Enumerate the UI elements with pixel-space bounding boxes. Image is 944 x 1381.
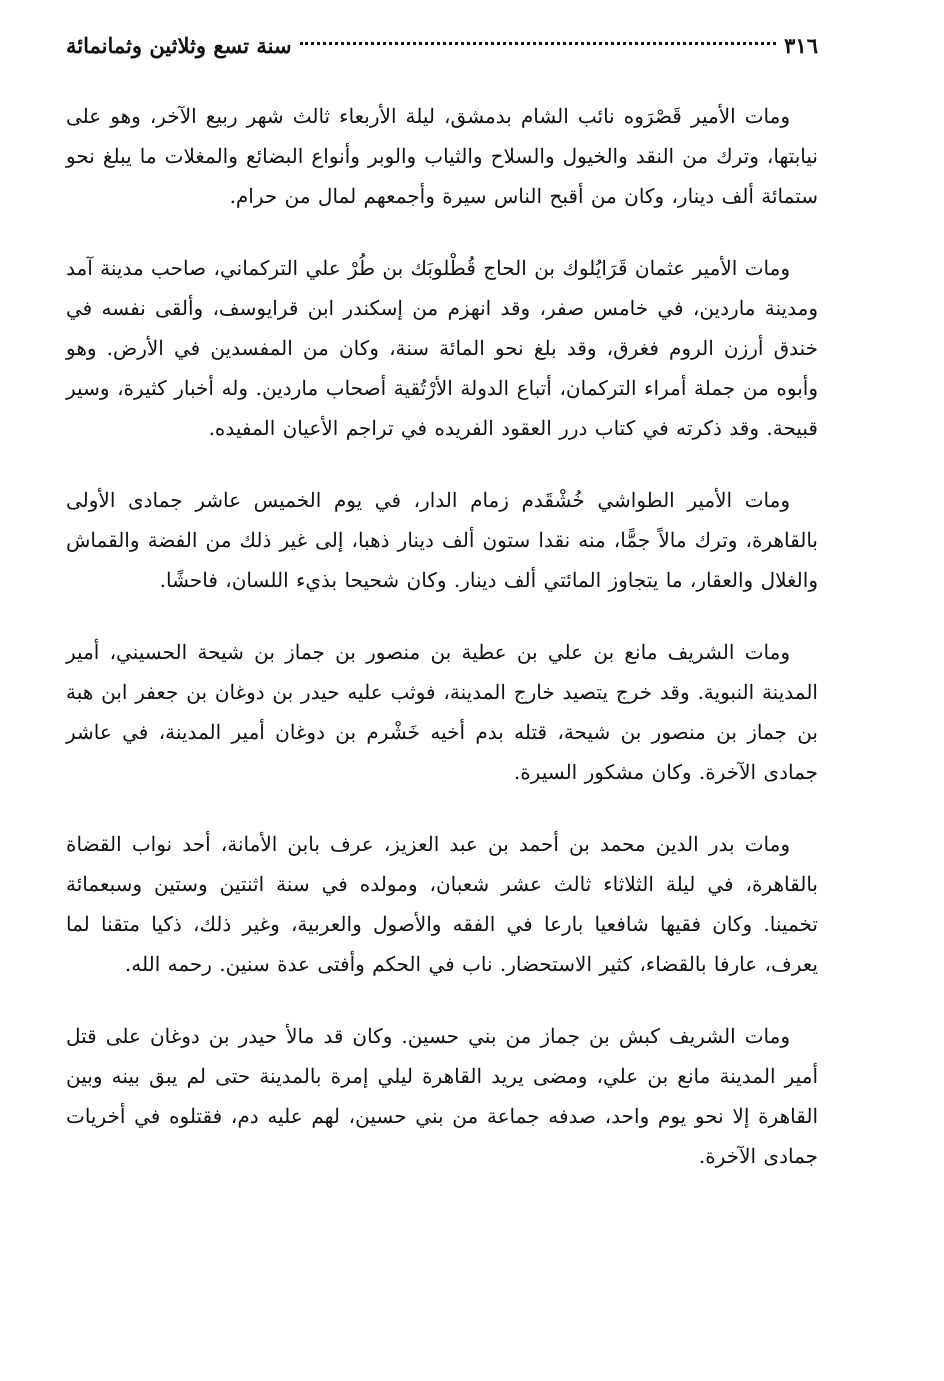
paragraph-3: ومات الأمير الطواشي خُشْقَدم زمام الدار، في يوم الخميس عاشر جمادى الأولى بالقاهرة، وترك مالاً جمًّا، منه نقدا ستون ألف دينار ذهبا، إلى غير ذلك من الفضة والقماش والغلال والعقار، ما يتجاوز المائتي ألف دينار. وكان شحيحا بذيء اللسان، فاحشًا.: [66, 488, 818, 592]
running-title: سنة تسع وثلاثين وثمانمائة: [66, 33, 292, 58]
paragraph-gap: [66, 792, 818, 824]
page-header: [66, 30, 818, 62]
paragraph-1: ومات الأمير قَصْرَوه نائب الشام بدمشق، ليلة الأربعاء ثالث شهر ربيع الآخر، وهو على نيابتها، وترك من النقد والخيول والسلاح والثياب والوبر وأنواع البضائع والمغلات ما يبلغ نحو ستمائة ألف دينار، وكان من أقبح الناس سيرة وأجمعهم لمال من حرام.: [66, 104, 818, 208]
dotted-leader: [300, 42, 777, 45]
paragraph-5: ومات بدر الدين محمد بن أحمد بن عبد العزيز، عرف بابن الأمانة، أحد نواب القضاة بالقاهرة، في ليلة الثلاثاء ثالث عشر شعبان، ومولده في سنة اثنتين وستين وسبعمائة تخمينا. وكان فقيها شافعيا بارعا في الفقه والأصول والعربية، وغير ذلك، ذكيا متقنا لما يعرف، عارفا بالقضاء، كثير الاستحضار. ناب في الحكم وأفتى عدة سنين. رحمه الله.: [66, 832, 818, 976]
paragraph-4: ومات الشريف مانع بن علي بن عطية بن منصور بن جماز بن شيحة الحسيني، أمير المدينة النبوية. وقد خرج يتصيد خارج المدينة، فوثب عليه حيدر بن دوغان بن جعفر ابن هبة بن جماز بن منصور بن شيحة، قتله بدم أخيه خَشْرم بن دوغان أمير المدينة، في عاشر جمادى الآخرة. وكان مشكور السيرة.: [66, 640, 818, 784]
page-number: ٣١٦: [784, 33, 818, 58]
paragraph-6: ومات الشريف كبش بن جماز من بني حسين. وكان قد مالأ حيدر بن دوغان على قتل أمير المدينة مانع بن علي، ومضى يريد القاهرة ليلي إمرة بالمدينة حتى لم يبق بينه وبين القاهرة إلا نحو يوم واحد، صدفه جماعة من بني حسين، لهم عليه دم، فقتلوه في أخريات جمادى الآخرة.: [66, 1024, 818, 1168]
book-page: [66, 30, 818, 1176]
paragraph-gap: [66, 216, 818, 248]
paragraph-gap: [66, 448, 818, 480]
paragraph-gap: [66, 600, 818, 632]
paragraph-2: ومات الأمير عثمان قَرَايُلوك بن الحاج قُطْلوبَك بن طُرْ علي التركماني، صاحب مدينة آمد ومدينة ماردين، في خامس صفر، وقد انهزم من إسكندر ابن قرايوسف، وألقى نفسه في خندق أرزن الروم فغرق، وقد بلغ نحو المائة سنة، وكان من المفسدين في الأرض. وهو وأبوه من جملة أمراء التركمان، أتباع الدولة الأرْتُقية أصحاب ماردين. وله أخبار كثيرة، وسير قبيحة. وقد ذكرته في كتاب درر العقود الفريده في تراجم الأعيان المفيده.: [66, 256, 818, 440]
paragraph-gap: [66, 984, 818, 1016]
